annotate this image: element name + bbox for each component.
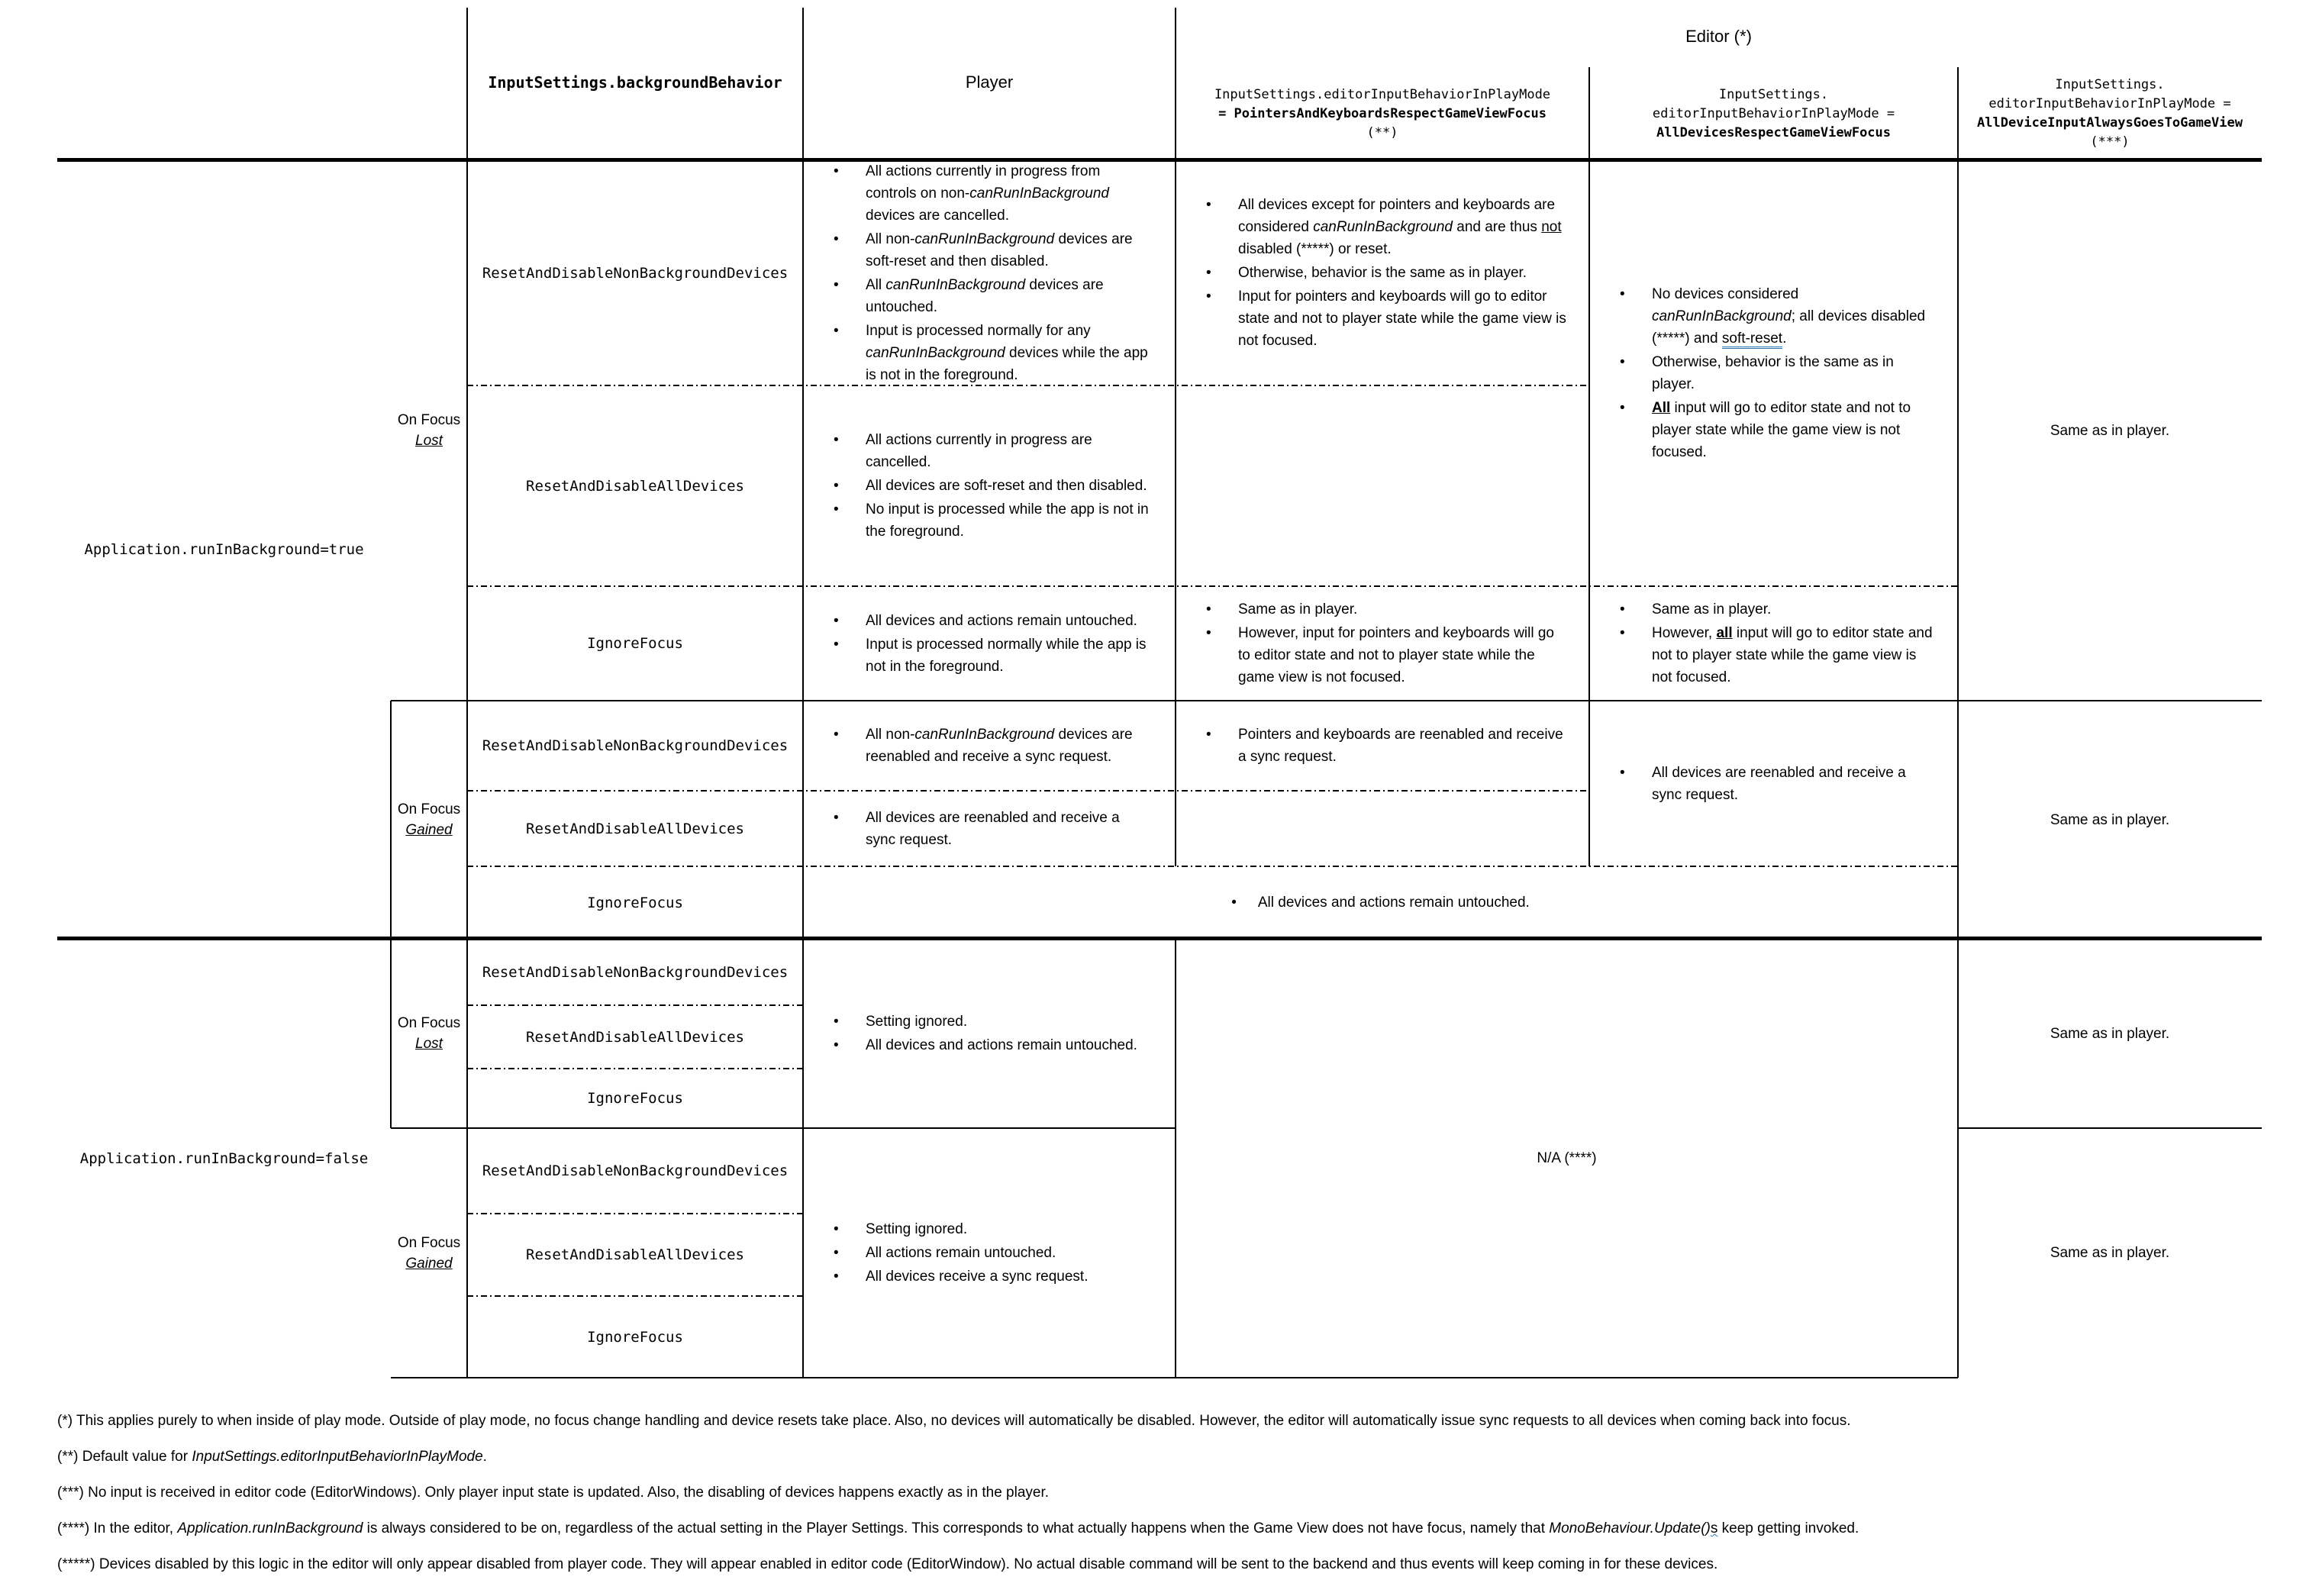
divider bbox=[466, 8, 468, 1378]
footnotes bbox=[57, 1411, 2286, 1590]
footnote-4: (****) In the editor, Application.runInBackground is always considered to be on, regardless of the actual setting in the Player Settings. This corresponds to what actually happens when the Game View does not have focus, namely that MonoBehaviour.Update()s keep getting invoked. bbox=[57, 1520, 1859, 1536]
footnote-2: (**) Default value for InputSettings.editorInputBehaviorInPlayMode. bbox=[57, 1449, 487, 1465]
behavior-cell: ResetAndDisableAllDevices bbox=[526, 477, 744, 495]
editor-always-cell-false-gained: Same as in player. bbox=[2050, 1245, 2170, 1261]
behavior-cell: ResetAndDisableNonBackgroundDevices bbox=[482, 264, 789, 282]
bullet-icon: • bbox=[1206, 289, 1211, 305]
behavior-cell: IgnoreFocus bbox=[587, 635, 683, 652]
divider bbox=[467, 1068, 803, 1069]
bullet-icon: • bbox=[1620, 625, 1625, 641]
bullet-icon: • bbox=[1620, 601, 1625, 617]
header-editor-col-all-input-gameview: InputSettings. editorInputBehaviorInPlayMode = AllDeviceInputAlwaysGoesToGameView (***) bbox=[1977, 77, 2243, 150]
header-editor-col-all-devices-respect: InputSettings. editorInputBehaviorInPlayMode = AllDevicesRespectGameViewFocus bbox=[1652, 86, 1895, 140]
editor-all-cell-true-lost-merged: • No devices considered canRunInBackground; all devices disabled (*****) and soft-reset. • Otherwise, behavior is the same as in player. • All input will go to editor state and not to player state while the game view is not focused. bbox=[1589, 160, 1958, 586]
bullet-icon: • bbox=[834, 478, 839, 494]
editor-pk-cell-true-lost-ignore: • Same as in player. • However, input for pointers and keyboards will go to editor state and not to player state while the game view is not focused. bbox=[1176, 586, 1589, 701]
row-label-run-in-background-true: Application.runInBackground=true bbox=[84, 541, 364, 558]
divider bbox=[57, 937, 2262, 940]
editor-always-cell-true-lost: Same as in player. bbox=[2050, 422, 2170, 439]
bullet-icon: • bbox=[834, 1221, 839, 1237]
header-player: Player bbox=[965, 73, 1014, 92]
bullet-icon: • bbox=[834, 501, 839, 517]
bullet-icon: • bbox=[834, 1014, 839, 1030]
player-cell-false-lost: • Setting ignored. • All devices and actions remain untouched. bbox=[803, 939, 1176, 1128]
bullet-icon: • bbox=[834, 1269, 839, 1285]
divider bbox=[57, 158, 2262, 162]
bullet-icon: • bbox=[834, 322, 839, 339]
divider bbox=[467, 866, 1958, 867]
bullet-icon: • bbox=[1620, 764, 1625, 781]
divider bbox=[467, 1004, 803, 1006]
player-cell-true-lost-reset-non-bg: • All actions currently in progress from controls on non-canRunInBackground devices are cancelled. • All non-canRunInBackground devices are soft-reset and then disabled. • All canRunInBackground devices are untouched. • Input is processed normally for any canRunInBackground devices while the app is not in the foreground. bbox=[803, 160, 1176, 385]
divider bbox=[391, 700, 2262, 701]
bullet-icon: • bbox=[834, 612, 839, 629]
divider bbox=[467, 585, 1958, 587]
footnote-5: (*****) Devices disabled by this logic in the editor will only appear disabled from player code. They will appear enabled in editor code (EditorWindow). No actual disable command will be sent to the backend and thus events will keep coming in for these devices. bbox=[57, 1556, 1718, 1572]
editor-all-cell-true-gained-merged: • All devices are reenabled and receive a sync request. bbox=[1589, 701, 1958, 866]
bullet-icon: • bbox=[1620, 354, 1625, 370]
divider bbox=[467, 1213, 803, 1214]
bullet-icon: • bbox=[834, 432, 839, 448]
divider bbox=[467, 790, 1589, 792]
header-editor-col-pointers-keyboards: InputSettings.editorInputBehaviorInPlayMode = PointersAndKeyboardsRespectGameViewFocus (**) bbox=[1214, 86, 1551, 140]
divider bbox=[467, 1295, 803, 1297]
divider bbox=[1175, 939, 1176, 1378]
bullet-icon: • bbox=[1620, 400, 1625, 416]
behavior-cell: ResetAndDisableAllDevices bbox=[526, 820, 744, 837]
header-editor-group: Editor (*) bbox=[1685, 27, 1752, 46]
bullet-icon: • bbox=[1206, 727, 1211, 743]
divider bbox=[1958, 1127, 2262, 1129]
bullet-icon: • bbox=[1206, 625, 1211, 641]
footnote-1: (*) This applies purely to when inside of play mode. Outside of play mode, no focus change handling and device resets take place. Also, no devices will automatically be disabled. However, the editor will automatically issue sync requests to all devices when coming back into focus. bbox=[57, 1413, 1851, 1429]
editor-pk-cell-true-gained-reset-non-bg: • Pointers and keyboards are reenabled and receive a sync request. bbox=[1176, 701, 1589, 791]
player-cell-true-lost-ignore: • All devices and actions remain untouched. • Input is processed normally while the app is not in the foreground. bbox=[803, 586, 1176, 701]
behavior-cell: IgnoreFocus bbox=[587, 1090, 683, 1107]
divider bbox=[390, 701, 392, 1128]
behavior-cell: ResetAndDisableAllDevices bbox=[526, 1246, 744, 1263]
bullet-icon: • bbox=[834, 636, 839, 653]
bullet-icon: • bbox=[1206, 265, 1211, 281]
divider bbox=[467, 385, 1589, 386]
divider bbox=[1175, 8, 1176, 866]
player-cell-false-gained: • Setting ignored. • All actions remain untouched. • All devices receive a sync request. bbox=[803, 1128, 1176, 1378]
bullet-icon: • bbox=[834, 1245, 839, 1261]
merged-cell-true-gained-ignore: • All devices and actions remain untouched. bbox=[803, 866, 1958, 939]
row-label-on-focus-lost-false: On Focus Lost bbox=[397, 1015, 461, 1052]
editor-all-cell-true-lost-ignore: • Same as in player. • However, all input will go to editor state and not to player state while the game view is not focused. bbox=[1589, 586, 1958, 701]
divider bbox=[1588, 67, 1590, 866]
player-cell-true-gained-reset-non-bg: • All non-canRunInBackground devices are reenabled and receive a sync request. bbox=[803, 701, 1176, 791]
divider bbox=[802, 8, 804, 1378]
header-background-behavior: InputSettings.backgroundBehavior bbox=[488, 73, 782, 92]
divider bbox=[391, 1127, 1176, 1129]
bullet-icon: • bbox=[834, 809, 839, 826]
behavior-cell: ResetAndDisableAllDevices bbox=[526, 1028, 744, 1046]
behavior-cell: IgnoreFocus bbox=[587, 894, 683, 911]
editor-always-cell-true-gained: Same as in player. bbox=[2050, 811, 2170, 828]
behavior-cell: ResetAndDisableNonBackgroundDevices bbox=[482, 1162, 789, 1179]
behavior-cell: ResetAndDisableNonBackgroundDevices bbox=[482, 737, 789, 754]
bullet-icon: • bbox=[1206, 197, 1211, 213]
row-label-on-focus-gained-false: On Focus Gained bbox=[397, 1234, 461, 1272]
footnote-3: (***) No input is received in editor code (EditorWindows). Only player input state is updated. Also, the disabling of devices happens exactly as in the player. bbox=[57, 1485, 1050, 1501]
player-cell-true-gained-reset-all: • All devices are reenabled and receive a sync request. bbox=[803, 791, 1176, 866]
editor-pk-cell-true-lost-reset-non-bg: • All devices except for pointers and keyboards are considered canRunInBackground and are thus not disabled (*****) or reset. • Otherwise, behavior is the same as in player. • Input for pointers and keyboards will go to editor state and not to player state while the game view is not focused. bbox=[1176, 160, 1589, 385]
bullet-icon: • bbox=[834, 231, 839, 247]
row-label-on-focus-lost-true: On Focus Lost bbox=[397, 412, 461, 449]
row-label-on-focus-gained-true: On Focus Gained bbox=[397, 801, 461, 838]
row-label-run-in-background-false: Application.runInBackground=false bbox=[79, 1149, 369, 1167]
bullet-icon: • bbox=[834, 276, 839, 293]
bullet-icon: • bbox=[1231, 895, 1237, 911]
divider bbox=[391, 1377, 1958, 1378]
bullet-icon: • bbox=[834, 1037, 839, 1053]
bullet-icon: • bbox=[1206, 601, 1211, 617]
player-cell-true-lost-reset-all: • All actions currently in progress are cancelled. • All devices are soft-reset and then disabled. • No input is processed while the app is not in the foreground. bbox=[803, 385, 1176, 586]
behavior-cell: ResetAndDisableNonBackgroundDevices bbox=[482, 963, 789, 981]
editor-always-cell-false-lost: Same as in player. bbox=[2050, 1025, 2170, 1042]
bullet-icon: • bbox=[834, 163, 839, 179]
behavior-cell: IgnoreFocus bbox=[587, 1328, 683, 1346]
bullet-icon: • bbox=[1620, 286, 1625, 302]
editor-na-cell-false: N/A (****) bbox=[1537, 1150, 1597, 1166]
bullet-icon: • bbox=[834, 727, 839, 743]
divider bbox=[1957, 67, 1959, 1378]
